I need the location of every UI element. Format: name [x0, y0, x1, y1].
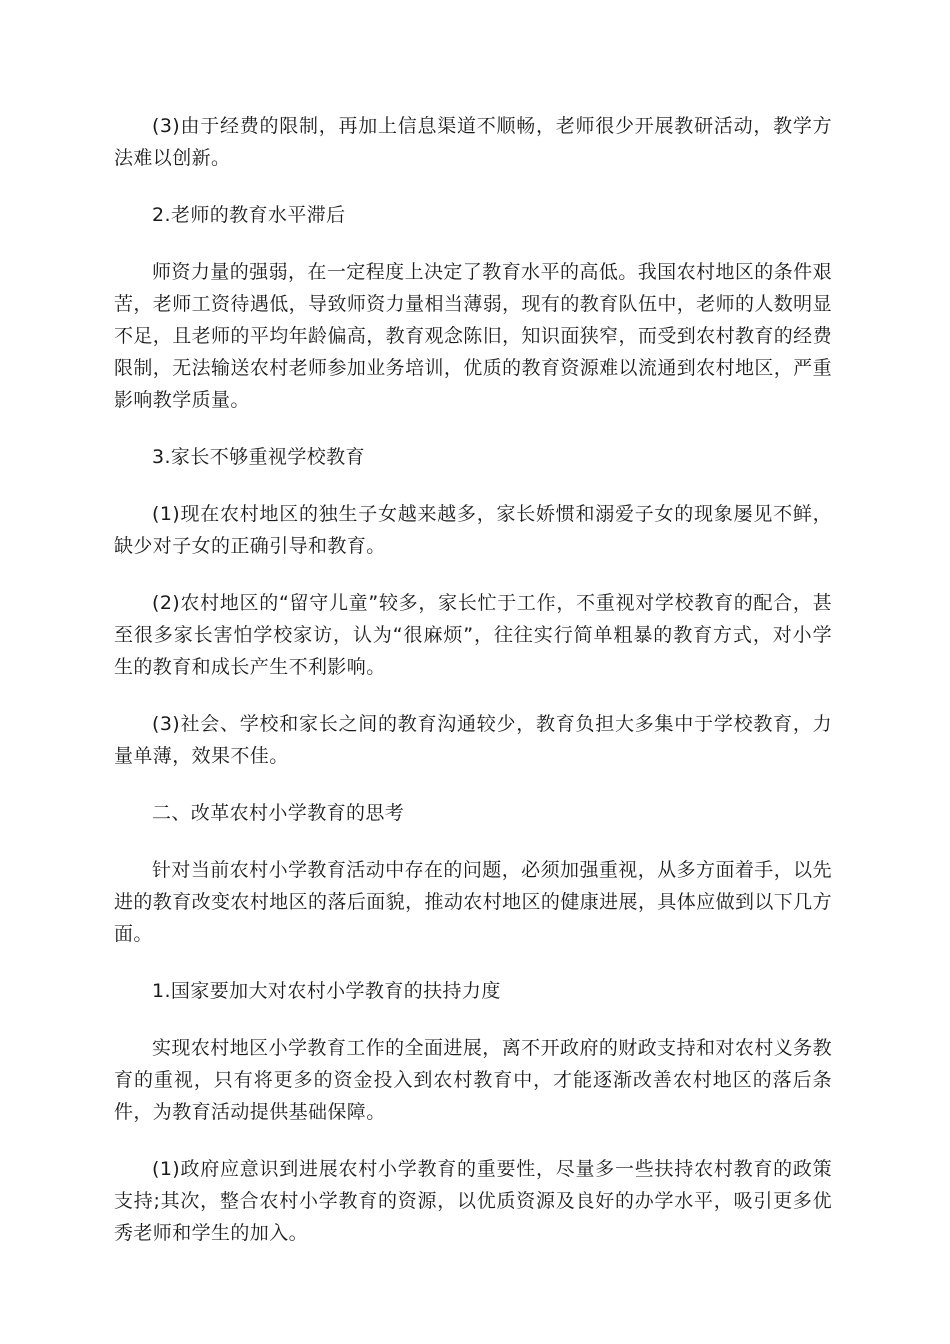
- paragraph-financial-support: 实现农村地区小学教育工作的全面进展，离不开政府的财政支持和对农村义务教育的重视，只有将更多的资金投入到农村教育中，才能逐渐改善农村地区的落后条件，为教育活动提供基础保障。: [114, 1037, 832, 1123]
- paragraph-left-behind-children: (2)农村地区的“留守儿童”较多，家长忙于工作，不重视对学校教育的配合，甚至很多家长害怕学校家访，认为“很麻烦”，往往实行简单粗暴的教育方式，对小学生的教育和成长产生不利影响。: [114, 592, 832, 678]
- paragraph-government-policy: (1)政府应意识到进展农村小学教育的重要性，尽量多一些扶持农村教育的政策支持;其次，整合农村小学教育的资源，以优质资源及良好的办学水平，吸引更多优秀老师和学生的加入。: [114, 1158, 832, 1244]
- paragraph-only-children: (1)现在农村地区的独生子女越来越多，家长娇惯和溺爱子女的现象屡见不鲜，缺少对子女的正确引导和教育。: [114, 503, 832, 557]
- paragraph-funding-limits: (3)由于经费的限制，再加上信息渠道不顺畅，老师很少开展教研活动，教学方法难以创新。: [114, 115, 832, 169]
- paragraph-communication: (3)社会、学校和家长之间的教育沟通较少，教育负担大多集中于学校教育，力量单薄，效果不佳。: [114, 713, 832, 767]
- heading-teacher-level: 2.老师的教育水平滞后: [152, 204, 346, 226]
- heading-state-support: 1.国家要加大对农村小学教育的扶持力度: [152, 980, 501, 1002]
- paragraph-reform-intro: 针对当前农村小学教育活动中存在的问题，必须加强重视，从多方面着手，以先进的教育改变农村地区的落后面貌，推动农村地区的健康进展，具体应做到以下几方面。: [114, 859, 832, 945]
- paragraph-teacher-strength: 师资力量的强弱，在一定程度上决定了教育水平的高低。我国农村地区的条件艰苦，老师工资待遇低，导致师资力量相当薄弱，现有的教育队伍中，老师的人数明显不足，且老师的平均年龄偏高，教育观念陈旧，知识面狭窄，而受到农村教育的经费限制，无法输送农村老师参加业务培训，优质的教育资源难以流通到农村地区，严重影响教学质量。: [114, 261, 832, 411]
- document-body: [114, 110, 832, 1274]
- heading-reform: 二、改革农村小学教育的思考: [152, 802, 405, 824]
- heading-parents: 3.家长不够重视学校教育: [152, 446, 365, 468]
